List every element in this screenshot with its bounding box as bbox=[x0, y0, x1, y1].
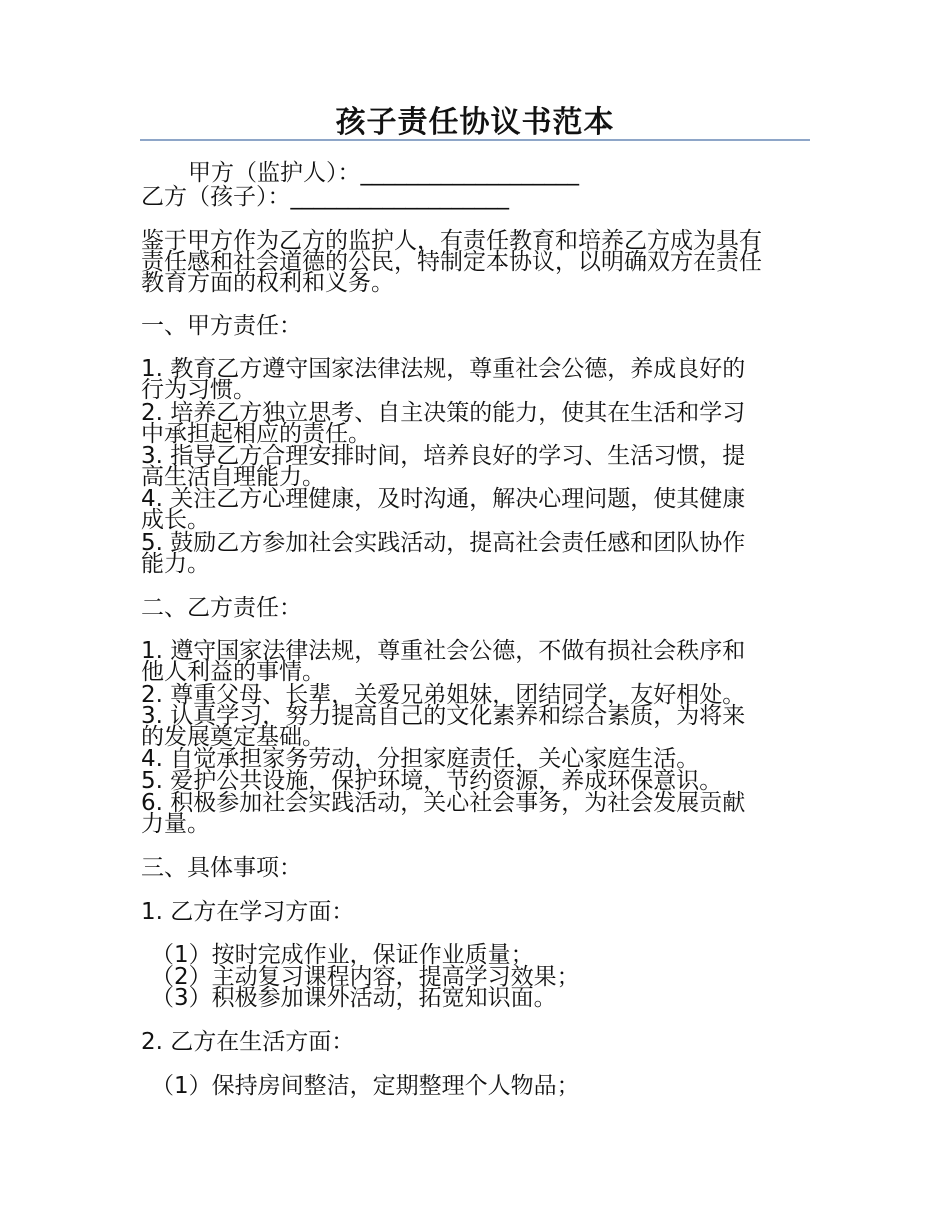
party-a-line: 甲方（监护人）：___________________ bbox=[188, 160, 579, 186]
life-heading: 2. 乙方在生活方面： bbox=[141, 1029, 355, 1055]
section2-line: 1. 遵守国家法律法规，尊重社会公德，不做有损社会秩序和 bbox=[141, 638, 746, 664]
document-title: 孩子责任协议书范本 bbox=[335, 105, 615, 140]
section1-line: 5. 鼓励乙方参加社会实践活动，提高社会责任感和团队协作 bbox=[141, 530, 746, 556]
study-item: （3）积极参加课外活动，拓宽知识面。 bbox=[151, 985, 557, 1011]
section3-heading: 三、具体事项： bbox=[141, 855, 302, 881]
title-underline bbox=[140, 139, 810, 141]
section1-line: 3. 指导乙方合理安排时间，培养良好的学习、生活习惯，提 bbox=[141, 443, 746, 469]
section1-line: 成长。 bbox=[141, 507, 210, 533]
section2-line: 6. 积极参加社会实践活动，关心社会事务，为社会发展贡献 bbox=[141, 790, 746, 816]
section2-line: 4. 自觉承担家务劳动，分担家庭责任，关心家庭生活。 bbox=[141, 746, 700, 772]
section2-heading: 二、乙方责任： bbox=[141, 595, 302, 621]
section1-line: 中承担起相应的责任。 bbox=[141, 421, 371, 447]
section1-line: 2. 培养乙方独立思考、自主决策的能力，使其在生活和学习 bbox=[141, 400, 746, 426]
section1-line: 4. 关注乙方心理健康，及时沟通，解决心理问题，使其健康 bbox=[141, 486, 746, 512]
section2-line: 5. 爱护公共设施，保护环境，节约资源，养成环保意识。 bbox=[141, 768, 723, 794]
intro-line: 鉴于甲方作为乙方的监护人，有责任教育和培养乙方成为具有 bbox=[141, 228, 762, 254]
party-b-line: 乙方（孩子）：___________________ bbox=[141, 184, 509, 210]
section2-line: 2. 尊重父母、长辈，关爱兄弟姐妹，团结同学，友好相处。 bbox=[141, 682, 746, 708]
section2-line: 3. 认真学习，努力提高自己的文化素养和综合素质，为将来 bbox=[141, 703, 746, 729]
section1-line: 能力。 bbox=[141, 551, 210, 577]
section1-line: 行为习惯。 bbox=[141, 377, 256, 403]
section2-line: 的发展奠定基础。 bbox=[141, 724, 325, 750]
section1-line: 高生活自理能力。 bbox=[141, 464, 325, 490]
life-item: （1）保持房间整洁，定期整理个人物品； bbox=[151, 1073, 580, 1099]
intro-line: 教育方面的权利和义务。 bbox=[141, 270, 394, 296]
study-item: （1）按时完成作业，保证作业质量； bbox=[151, 942, 534, 968]
study-heading: 1. 乙方在学习方面： bbox=[141, 899, 355, 925]
section1-line: 1. 教育乙方遵守国家法律法规，尊重社会公德，养成良好的 bbox=[141, 356, 746, 382]
section2-line: 他人利益的事情。 bbox=[141, 659, 325, 685]
study-item: （2）主动复习课程内容，提高学习效果； bbox=[151, 964, 580, 990]
section1-heading: 一、甲方责任： bbox=[141, 313, 302, 339]
section2-line: 力量。 bbox=[141, 811, 210, 837]
intro-line: 责任感和社会道德的公民，特制定本协议，以明确双方在责任 bbox=[141, 249, 762, 275]
